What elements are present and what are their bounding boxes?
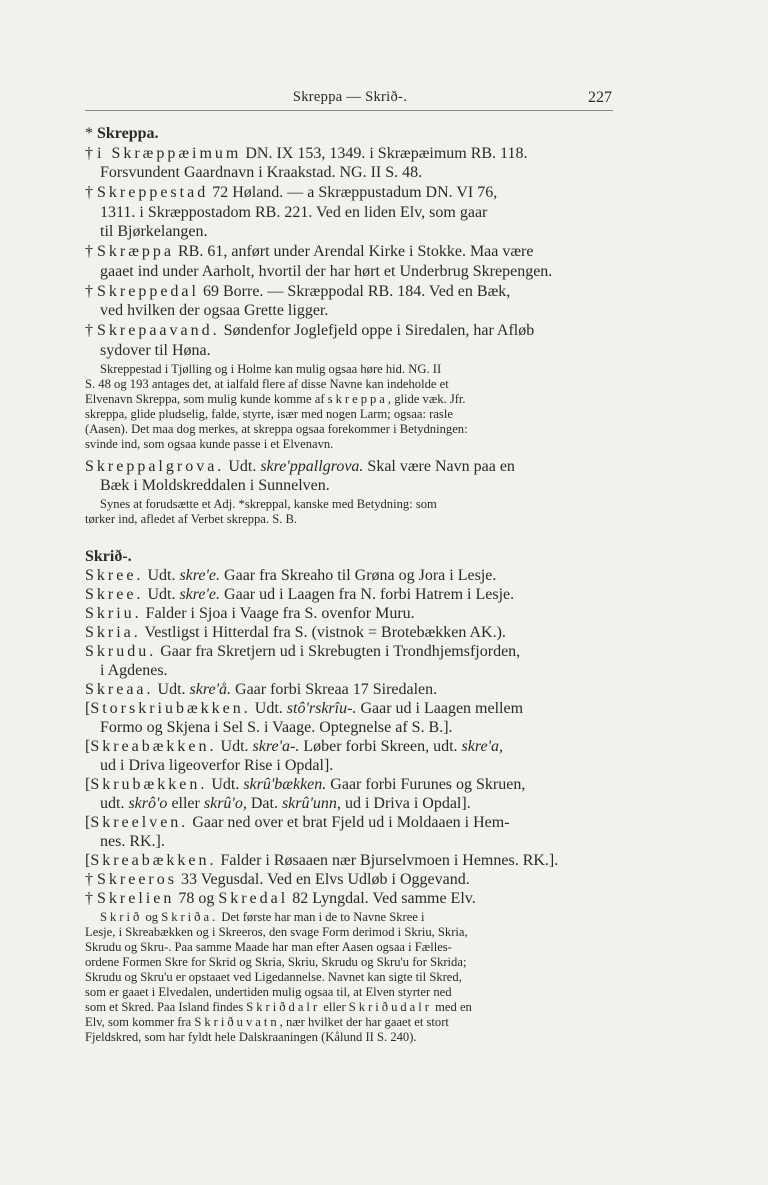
text-segment: ordene Formen Skre for Skrid og Skria, Skriu, Skrudu og Skru'u for Skrida; <box>85 955 467 969</box>
entry-line <box>85 164 615 182</box>
text-segment: og <box>142 910 162 924</box>
text-segment: Udt. <box>153 681 190 698</box>
entry-line <box>85 719 615 737</box>
note-line <box>85 377 615 392</box>
text-segment: Udt. <box>143 586 180 603</box>
text-segment: eller <box>320 1000 349 1014</box>
text-segment: Fjeldskred, som har fyldt hele Dalskraaningen (Kålund II S. 240). <box>85 1030 417 1044</box>
spaced-name: Skreabækken. <box>90 852 217 869</box>
text-segment: † <box>85 322 97 339</box>
text-segment: Falder i Sjoa i Vaage fra S. ovenfor Muru. <box>141 605 415 622</box>
spaced-name: Skrelien <box>97 890 175 907</box>
note-line <box>85 970 615 985</box>
header-rule <box>85 110 613 111</box>
text-segment: [ <box>85 814 91 831</box>
spaced-name: Skriðuvatn <box>194 1015 280 1029</box>
note-line <box>85 392 615 407</box>
text-segment: 78 og <box>174 890 219 907</box>
pronunciation: skre'å. <box>189 681 232 698</box>
entry-line <box>85 586 615 604</box>
pronunciation: skrû'o, <box>203 795 247 812</box>
text-segment: Udt. <box>207 776 244 793</box>
spaced-name: Skrudu. <box>85 643 157 660</box>
text-segment: [ <box>85 776 91 793</box>
note-line <box>85 1000 615 1015</box>
spaced-name: Skrubækken. <box>90 776 208 793</box>
entry-line <box>85 852 615 870</box>
note-line <box>85 925 615 940</box>
text-segment: nes. RK.]. <box>100 833 165 850</box>
text-segment: † <box>85 283 97 300</box>
text-segment: Udt. <box>250 700 287 717</box>
spaced-name: Skræppa <box>97 243 174 260</box>
pronunciation: skre'a-. <box>252 738 300 755</box>
text-segment: Udt. <box>224 458 261 475</box>
text-segment: † <box>85 890 97 907</box>
text-segment: Det første har man i de to Navne Skree i <box>218 910 425 924</box>
spaced-name: Skreabækken. <box>90 738 217 755</box>
entry-line <box>85 890 615 908</box>
pronunciation: skre'a, <box>461 738 504 755</box>
spaced-name: Skreppestad <box>97 184 209 201</box>
text-segment: Gaar forbi Furunes og Skruen, <box>326 776 526 793</box>
text-segment: skreppa, glide pludselig, falde, styrte, især med nogen Larm; ogsaa: rasle <box>85 407 453 421</box>
text-segment: Gaar fra Skreaho til Grøna og Jora i Lesje. <box>220 567 497 584</box>
entry-line <box>85 624 615 642</box>
entry-line <box>85 643 615 661</box>
text-segment: Formo og Skjena i Sel S. i Vaage. Optegnelse af S. B.]. <box>100 719 453 736</box>
spaced-name: i Skræppæimum <box>97 145 242 162</box>
entry-line <box>85 184 615 202</box>
page-number: 227 <box>588 89 612 106</box>
text-segment: sydover til Høna. <box>100 342 211 359</box>
entry-line <box>85 662 615 680</box>
text-segment: Udt. <box>216 738 253 755</box>
text-segment: som et Skred. Paa Island findes <box>85 1000 247 1014</box>
text-segment: † <box>85 871 97 888</box>
spaced-name: Skria. <box>85 624 141 641</box>
text-segment: ud i Driva i Opdal]. <box>340 795 471 812</box>
text-segment: RB. 61, anført under Arendal Kirke i Stokke. Maa være <box>174 243 534 260</box>
heading: Skreppa. <box>97 125 159 142</box>
text-segment: Lesje, i Skreabækken og i Skreeros, den svage Form derimod i Skriu, Skria, <box>85 925 468 939</box>
text-segment: 69 Borre. — Skræppodal RB. 184. Ved en Bæk, <box>198 283 511 300</box>
spaced-name: Skreppalgrova. <box>85 458 225 475</box>
note-line <box>85 955 615 970</box>
note-line <box>85 437 615 452</box>
entry-line <box>85 567 615 585</box>
note-line <box>85 422 615 437</box>
spaced-name: Skriða. <box>161 910 219 924</box>
text-segment: Elvenavn Skreppa, som mulig kunde komme af <box>85 392 328 406</box>
text-segment: i Agdenes. <box>100 662 168 679</box>
text-segment: Skrudu og Skru'u er opstaaet ved Ligedannelse. Navnet kan sigte til Skred, <box>85 970 462 984</box>
spaced-name: Skriðudalr <box>348 1000 432 1014</box>
entry-line <box>85 322 615 340</box>
entry-line <box>85 477 615 495</box>
entry-line <box>85 302 615 320</box>
spaced-name: skreppa <box>327 392 388 406</box>
spaced-name: Skrepaavand. <box>97 322 220 339</box>
text-segment: S. 48 og 193 antages det, at ialfald flere af disse Navne kan indeholde et <box>85 377 449 391</box>
pronunciation: skre'e. <box>179 586 221 603</box>
spaced-name: Storskriubækken. <box>90 700 251 717</box>
pronunciation: stô'rskrîu-. <box>286 700 357 717</box>
entry-line <box>85 342 615 360</box>
entry-line <box>85 283 615 301</box>
running-header <box>0 89 768 109</box>
text-segment: Bæk i Moldskreddalen i Sunnelven. <box>100 477 330 494</box>
text-segment: [ <box>85 852 91 869</box>
spaced-name: Skredal <box>218 890 289 907</box>
text-segment: som er gaaet i Elvedalen, undertiden mulig ogsaa til, at Elven styrter ned <box>85 985 452 999</box>
pronunciation: skre'e. <box>179 567 221 584</box>
text-segment: Falder i Røsaaen nær Bjurselvmoen i Hemnes. RK.]. <box>216 852 559 869</box>
entry-line <box>85 681 615 699</box>
text-segment: Udt. <box>143 567 180 584</box>
entry-line <box>85 776 615 794</box>
entry-line <box>85 548 615 566</box>
spaced-name: Skree. <box>85 567 144 584</box>
spaced-name: Skriu. <box>85 605 142 622</box>
entry-line <box>85 871 615 889</box>
text-segment: udt. <box>100 795 129 812</box>
spaced-name: Skriðdalr <box>246 1000 321 1014</box>
entry-line <box>85 204 615 222</box>
entry-line <box>85 605 615 623</box>
text-segment: til Bjørkelangen. <box>100 223 208 240</box>
text-segment: Gaar forbi Skreaa 17 Siredalen. <box>231 681 438 698</box>
text-segment: Søndenfor Joglefjeld oppe i Siredalen, har Afløb <box>219 322 535 339</box>
text-segment: Forsvundent Gaardnavn i Kraakstad. NG. II S. 48. <box>100 164 423 181</box>
text-segment: DN. IX 153, 1349. i Skræpæimum RB. 118. <box>241 145 528 162</box>
note-line <box>85 940 615 955</box>
text-segment: † <box>85 184 97 201</box>
entry-line <box>85 738 615 756</box>
text-segment: Gaar fra Skretjern ud i Skrebugten i Trondhjemsfjorden, <box>156 643 521 660</box>
text-segment: med en <box>431 1000 472 1014</box>
text-segment: * <box>85 125 97 142</box>
text-segment: Skrudu og Skru-. Paa samme Maade har man efter Aasen ogsaa i Fælles- <box>85 940 452 954</box>
text-segment: Gaar ud i Laagen mellem <box>356 700 524 717</box>
text-segment: Elv, som kommer fra <box>85 1015 195 1029</box>
entry-line <box>85 125 615 143</box>
text-segment: Dat. <box>246 795 282 812</box>
text-segment: ud i Driva ligeoverfor Rise i Opdal]. <box>100 757 334 774</box>
spaced-name: Skrið <box>100 910 143 924</box>
spaced-name: Skreppedal <box>97 283 199 300</box>
entry-line <box>85 223 615 241</box>
text-segment: , glide væk. Jfr. <box>387 392 466 406</box>
entry-line <box>85 458 615 476</box>
entry-line <box>85 263 615 281</box>
entry-line <box>85 814 615 832</box>
entry-line <box>85 145 615 163</box>
text-segment: gaaet ind under Aarholt, hvortil der har hørt et Underbrug Skrepengen. <box>100 263 553 280</box>
entry-line <box>85 833 615 851</box>
text-segment: † <box>85 145 97 162</box>
text-segment: † <box>85 243 97 260</box>
entry-line <box>85 795 615 813</box>
text-segment: ved hvilken der ogsaa Grette ligger. <box>100 302 329 319</box>
text-segment: eller <box>167 795 204 812</box>
entry-line <box>85 757 615 775</box>
entry-line <box>85 700 615 718</box>
note-line <box>85 512 615 527</box>
pronunciation: skrû'unn, <box>281 795 341 812</box>
text-segment: 33 Vegusdal. Ved en Elvs Udløb i Oggevand. <box>176 871 470 888</box>
pronunciation: skre'ppallgrova. <box>260 458 364 475</box>
text-segment: (Aasen). Det maa dog merkes, at skreppa ogsaa forekommer i Betydningen: <box>85 422 468 436</box>
heading: Skrið-. <box>85 548 132 565</box>
text-segment: Gaar ned over et brat Fjeld ud i Moldaaen i Hem- <box>188 814 510 831</box>
spaced-name: Skreaa. <box>85 681 154 698</box>
text-segment: Synes at forudsætte et Adj. *skreppal, kanske med Betydning: som <box>100 497 437 511</box>
text-segment: 82 Lyngdal. Ved samme Elv. <box>288 890 476 907</box>
spaced-name: Skreeros <box>97 871 177 888</box>
text-segment: Skal være Navn paa en <box>363 458 515 475</box>
text-segment: 72 Høland. — a Skræppustadum DN. VI 76, <box>208 184 498 201</box>
note-line <box>85 985 615 1000</box>
note-line <box>85 362 615 377</box>
spaced-name: Skree. <box>85 586 144 603</box>
pronunciation: skrû'bækken. <box>243 776 327 793</box>
text-segment: tørker ind, afledet af Verbet skreppa. S. B. <box>85 512 298 526</box>
entry-line <box>85 243 615 261</box>
text-segment: Gaar ud i Laagen fra N. forbi Hatrem i Lesje. <box>220 586 515 603</box>
spaced-name: Skreelven. <box>90 814 189 831</box>
note-line <box>85 407 615 422</box>
pronunciation: skrô'o <box>128 795 168 812</box>
text-segment: [ <box>85 738 91 755</box>
note-line <box>85 1015 615 1030</box>
text-segment: 1311. i Skræppostadom RB. 221. Ved en liden Elv, som gaar <box>100 204 488 221</box>
text-segment: [ <box>85 700 91 717</box>
text-segment: Løber forbi Skreen, udt. <box>299 738 462 755</box>
text-segment: Skreppestad i Tjølling og i Holme kan mulig ogsaa høre hid. NG. II <box>100 362 442 376</box>
note-line <box>85 910 615 925</box>
text-segment: Vestligst i Hitterdal fra S. (vistnok = Brotebækken AK.). <box>140 624 506 641</box>
text-segment: svinde ind, som ogsaa kunde passe i et Elvenavn. <box>85 437 334 451</box>
header-title: Skreppa — Skrið-. <box>292 89 408 105</box>
text-segment: , nær hvilket der har gaaet et stort <box>279 1015 449 1029</box>
note-line <box>85 1030 615 1045</box>
note-line <box>85 497 615 512</box>
